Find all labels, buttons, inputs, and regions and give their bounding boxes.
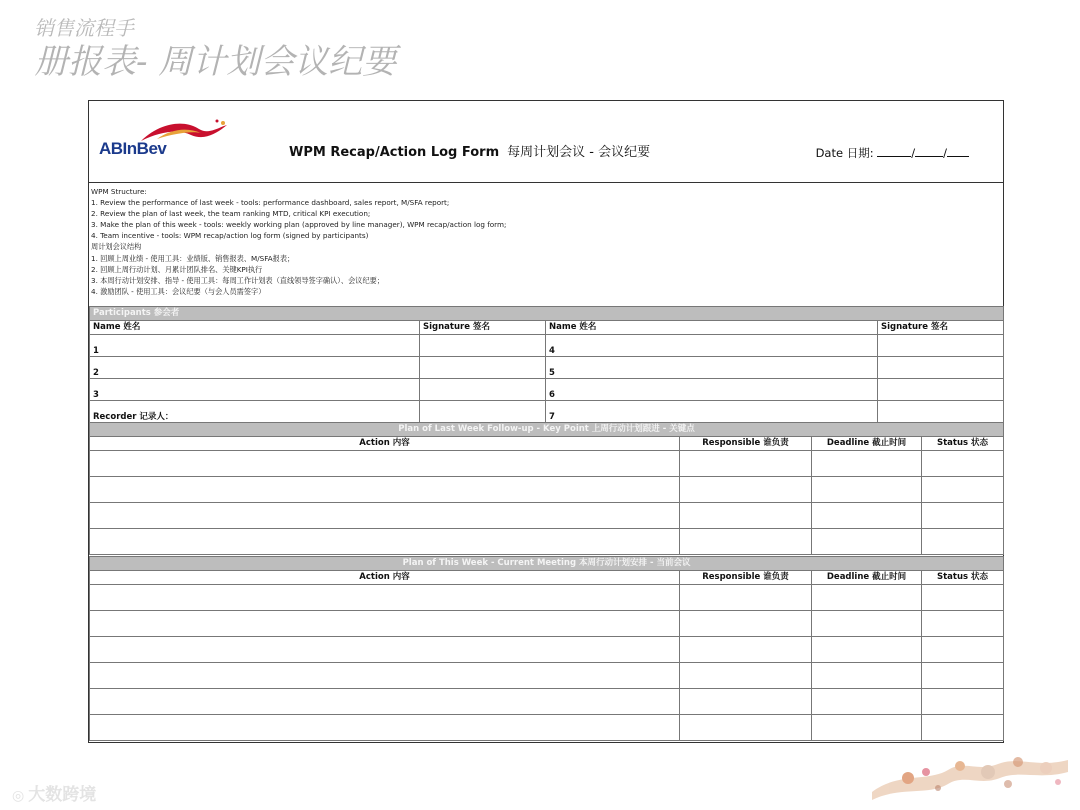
responsible-cell[interactable] xyxy=(680,477,812,503)
participant-signature-cell[interactable] xyxy=(878,335,1004,357)
deadline-header: Deadline 截止时间 xyxy=(812,437,922,451)
action-cell[interactable] xyxy=(90,529,680,555)
table-row xyxy=(90,529,1004,555)
status-cell[interactable] xyxy=(922,637,1004,663)
deadline-cell[interactable] xyxy=(812,637,922,663)
deadline-header: Deadline 截止时间 xyxy=(812,571,922,585)
this-week-band: Plan of This Week - Current Meeting 本周行动计划安排 - 当前会议 xyxy=(90,557,1004,571)
this-week-table xyxy=(89,556,1004,741)
participant-signature-cell[interactable] xyxy=(878,401,1004,423)
responsible-header: Responsible 谁负责 xyxy=(680,437,812,451)
responsible-cell[interactable] xyxy=(680,503,812,529)
action-cell[interactable] xyxy=(90,585,680,611)
deadline-cell[interactable] xyxy=(812,585,922,611)
name-header: Name 姓名 xyxy=(90,321,420,335)
participants-table xyxy=(89,306,1004,423)
status-cell[interactable] xyxy=(922,585,1004,611)
table-row xyxy=(90,477,1004,503)
status-cell[interactable] xyxy=(922,611,1004,637)
date-label: Date 日期: xyxy=(815,146,874,160)
table-row xyxy=(90,585,1004,611)
decorative-flourish-icon xyxy=(868,742,1074,804)
participants-band: Participants 参会者 xyxy=(90,307,1004,321)
name-header: Name 姓名 xyxy=(546,321,878,335)
responsible-cell[interactable] xyxy=(680,715,812,741)
form-header xyxy=(89,101,1003,183)
participant-signature-cell[interactable] xyxy=(420,357,546,379)
form-title xyxy=(289,141,650,160)
responsible-header: Responsible 谁负责 xyxy=(680,571,812,585)
responsible-cell[interactable] xyxy=(680,663,812,689)
participant-signature-cell[interactable] xyxy=(878,379,1004,401)
deadline-cell[interactable] xyxy=(812,477,922,503)
action-cell[interactable] xyxy=(90,715,680,741)
table-row xyxy=(90,689,1004,715)
participant-signature-cell[interactable] xyxy=(420,335,546,357)
status-cell[interactable] xyxy=(922,689,1004,715)
date-month-blank[interactable] xyxy=(915,146,943,157)
abinbev-logo xyxy=(99,119,229,163)
structure-line: 3. Make the plan of this week - tools: weekly working plan (approved by line manager), WPM recap/action log form; xyxy=(91,220,507,230)
action-cell[interactable] xyxy=(90,503,680,529)
form-title-en: WPM Recap/Action Log Form xyxy=(289,145,500,160)
action-cell[interactable] xyxy=(90,451,680,477)
deadline-cell[interactable] xyxy=(812,611,922,637)
table-row xyxy=(90,503,1004,529)
status-cell[interactable] xyxy=(922,663,1004,689)
deadline-cell[interactable] xyxy=(812,663,922,689)
participant-signature-cell[interactable] xyxy=(420,401,546,423)
structure-line: 4. 激励团队 - 使用工具：会议纪要（与会人员需签字） xyxy=(91,286,266,296)
participant-name-cell[interactable]: 7 xyxy=(546,401,878,423)
date-sep-2: / xyxy=(943,146,947,160)
slide-subtitle: 销售流程手 xyxy=(34,16,134,40)
date-sep-1: / xyxy=(911,146,916,160)
date-day-blank[interactable] xyxy=(947,146,969,157)
slide-title: 册报表- 周计划会议纪要 xyxy=(34,42,397,82)
table-row xyxy=(90,715,1004,741)
deadline-cell[interactable] xyxy=(812,529,922,555)
logo-wordmark: ABInBev xyxy=(99,139,167,158)
last-week-band: Plan of Last Week Follow-up - Key Point 上周行动计划跟进 - 关键点 xyxy=(90,423,1004,437)
action-header: Action 内容 xyxy=(90,571,680,585)
action-cell[interactable] xyxy=(90,477,680,503)
status-cell[interactable] xyxy=(922,477,1004,503)
recorder-cell[interactable]: Recorder 记录人： xyxy=(90,401,420,423)
participant-name-cell[interactable]: 5 xyxy=(546,357,878,379)
responsible-cell[interactable] xyxy=(680,451,812,477)
participant-name-cell[interactable]: 6 xyxy=(546,379,878,401)
table-row xyxy=(90,637,1004,663)
form-title-cn: 每周计划会议 - 会议纪要 xyxy=(507,145,651,160)
responsible-cell[interactable] xyxy=(680,689,812,715)
deadline-cell[interactable] xyxy=(812,451,922,477)
status-header: Status 状态 xyxy=(922,437,1004,451)
structure-line: WPM Structure: xyxy=(91,187,147,196)
structure-line: 2. Review the plan of last week, the team ranking MTD, critical KPI execution; xyxy=(91,209,371,219)
participant-name-cell[interactable]: 4 xyxy=(546,335,878,357)
watermark-icon: ◎ xyxy=(12,788,25,804)
status-cell[interactable] xyxy=(922,503,1004,529)
date-year-blank[interactable] xyxy=(877,146,911,157)
action-cell[interactable] xyxy=(90,663,680,689)
action-header: Action 内容 xyxy=(90,437,680,451)
responsible-cell[interactable] xyxy=(680,529,812,555)
status-header: Status 状态 xyxy=(922,571,1004,585)
structure-line: 2. 回顾上周行动计划、月累计团队排名、关键KPI执行 xyxy=(91,264,263,274)
date-field xyxy=(816,145,969,161)
structure-line: 4. Team incentive - tools: WPM recap/action log form (signed by participants) xyxy=(91,231,369,241)
participant-signature-cell[interactable] xyxy=(878,357,1004,379)
deadline-cell[interactable] xyxy=(812,689,922,715)
participant-signature-cell[interactable] xyxy=(420,379,546,401)
last-week-table xyxy=(89,422,1004,555)
responsible-cell[interactable] xyxy=(680,611,812,637)
status-cell[interactable] xyxy=(922,529,1004,555)
responsible-cell[interactable] xyxy=(680,637,812,663)
wpm-form xyxy=(88,100,1004,743)
participant-name-cell[interactable]: 2 xyxy=(90,357,420,379)
deadline-cell[interactable] xyxy=(812,715,922,741)
action-cell[interactable] xyxy=(90,611,680,637)
status-cell[interactable] xyxy=(922,715,1004,741)
deadline-cell[interactable] xyxy=(812,503,922,529)
participant-name-cell[interactable]: 1 xyxy=(90,335,420,357)
watermark xyxy=(12,780,96,805)
participant-name-cell[interactable]: 3 xyxy=(90,379,420,401)
action-cell[interactable] xyxy=(90,689,680,715)
responsible-cell[interactable] xyxy=(680,585,812,611)
structure-line: 1. 回顾上周业绩 - 使用工具：业绩版、销售报表、M/SFA报表； xyxy=(91,253,295,263)
signature-header: Signature 签名 xyxy=(420,321,546,335)
watermark-text: 大数跨境 xyxy=(28,785,97,805)
structure-line: 1. Review the performance of last week - tools: performance dashboard, sales report, M/SFA report; xyxy=(91,198,450,208)
table-row xyxy=(90,611,1004,637)
signature-header: Signature 签名 xyxy=(878,321,1004,335)
status-cell[interactable] xyxy=(922,451,1004,477)
table-row xyxy=(90,663,1004,689)
action-cell[interactable] xyxy=(90,637,680,663)
structure-line: 周计划会议结构 xyxy=(91,242,142,252)
structure-line: 3. 本周行动计划安排、指导 - 使用工具：每周工作计划表（直线领导签字确认）、会议纪要； xyxy=(91,275,385,285)
table-row xyxy=(90,451,1004,477)
wpm-structure xyxy=(91,186,991,297)
